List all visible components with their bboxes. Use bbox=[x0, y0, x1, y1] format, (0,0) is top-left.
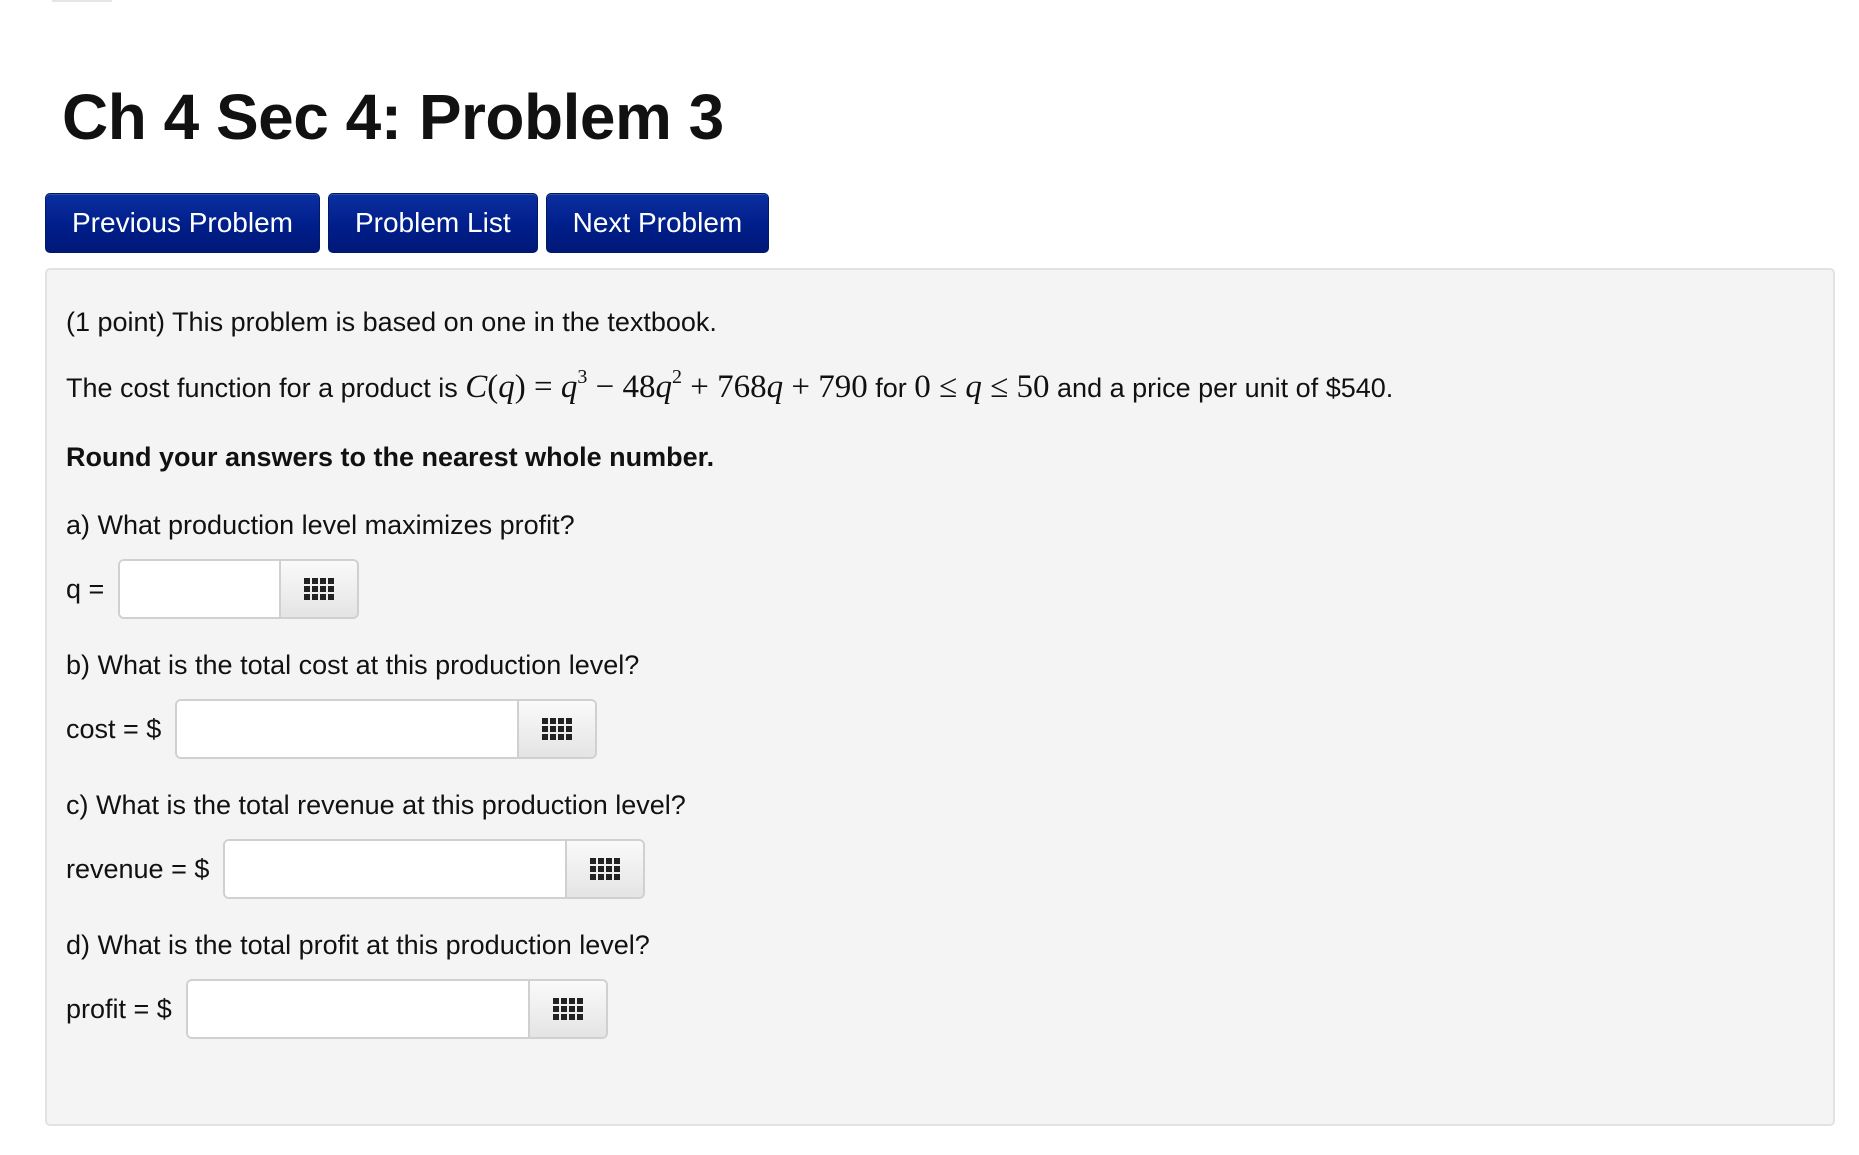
problem-intro: (1 point) This problem is based on one in the textbook. bbox=[66, 307, 717, 337]
domain-lower: 0 ≤ bbox=[914, 369, 958, 405]
answer-row-d bbox=[66, 979, 608, 1039]
formula-c: C bbox=[465, 369, 488, 405]
grid-keypad-icon bbox=[590, 858, 620, 880]
question-c: c) What is the total revenue at this production level? bbox=[66, 790, 686, 820]
question-d: d) What is the total profit at this production level? bbox=[66, 930, 650, 960]
domain-upper: ≤ 50 bbox=[990, 369, 1050, 405]
formula-q-cubed: q bbox=[560, 369, 578, 405]
equation-editor-button-c[interactable] bbox=[565, 841, 643, 897]
formula-exp-2: 2 bbox=[671, 366, 682, 388]
problem-list-button[interactable]: Problem List bbox=[328, 193, 538, 253]
statement-prefix: The cost function for a product is bbox=[66, 373, 458, 403]
formula-minus-48: − 48 bbox=[595, 369, 656, 405]
formula-open-paren: ( bbox=[487, 369, 499, 405]
problem-statement bbox=[66, 366, 1394, 405]
answer-row-a bbox=[66, 559, 359, 619]
grid-keypad-icon bbox=[304, 578, 334, 600]
cost-formula bbox=[465, 366, 868, 405]
answer-input-a[interactable] bbox=[120, 561, 279, 617]
answer-input-c[interactable] bbox=[225, 841, 565, 897]
answer-group-a bbox=[118, 559, 359, 619]
next-problem-button[interactable]: Next Problem bbox=[546, 193, 770, 253]
question-a: a) What production level maximizes profit? bbox=[66, 510, 575, 540]
problem-navigation bbox=[45, 193, 769, 253]
answer-row-c bbox=[66, 839, 645, 899]
rounding-instruction: Round your answers to the nearest whole number. bbox=[66, 442, 715, 472]
answer-group-b bbox=[175, 699, 597, 759]
formula-exp-3: 3 bbox=[577, 366, 588, 388]
statement-for: for bbox=[875, 373, 907, 403]
answer-label-b: cost = $ bbox=[66, 713, 162, 744]
answer-input-b[interactable] bbox=[177, 701, 517, 757]
domain-q: q bbox=[965, 369, 982, 405]
domain-formula bbox=[914, 369, 1049, 405]
formula-plus-768: + 768 bbox=[690, 369, 767, 405]
answer-row-b bbox=[66, 699, 597, 759]
formula-close-eq: ) = bbox=[514, 369, 553, 405]
top-divider bbox=[52, 0, 112, 2]
previous-problem-button[interactable]: Previous Problem bbox=[45, 193, 320, 253]
answer-label-c: revenue = $ bbox=[66, 853, 210, 884]
grid-keypad-icon bbox=[542, 718, 572, 740]
answer-label-a: q = bbox=[66, 573, 105, 604]
grid-keypad-icon bbox=[553, 998, 583, 1020]
formula-q-squared: q bbox=[655, 369, 672, 405]
equation-editor-button-b[interactable] bbox=[517, 701, 595, 757]
formula-q: q bbox=[498, 369, 515, 405]
answer-label-d: profit = $ bbox=[66, 993, 172, 1024]
formula-plus-790: + 790 bbox=[791, 369, 868, 405]
answer-group-d bbox=[186, 979, 608, 1039]
formula-q-linear: q bbox=[766, 369, 784, 405]
problem-body bbox=[45, 268, 1835, 1126]
equation-editor-button-a[interactable] bbox=[279, 561, 357, 617]
statement-suffix: and a price per unit of $540. bbox=[1057, 373, 1394, 403]
page-title: Ch 4 Sec 4: Problem 3 bbox=[62, 81, 724, 153]
question-b: b) What is the total cost at this production level? bbox=[66, 650, 640, 680]
answer-group-c bbox=[223, 839, 645, 899]
answer-input-d[interactable] bbox=[188, 981, 528, 1037]
equation-editor-button-d[interactable] bbox=[528, 981, 606, 1037]
